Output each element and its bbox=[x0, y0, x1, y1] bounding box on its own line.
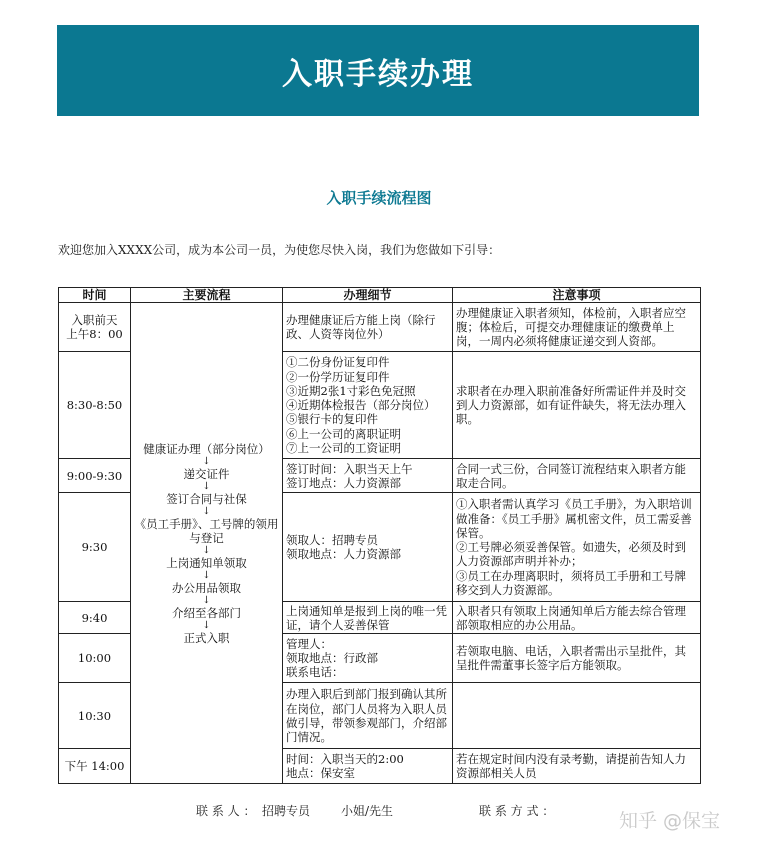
page-title: 入职手续办理 bbox=[282, 56, 474, 92]
down-arrow-icon: ↓ bbox=[202, 569, 211, 581]
detail-text: 时间：入职当天的2:00 bbox=[286, 752, 404, 766]
process-step: 介绍至各部门 bbox=[172, 605, 241, 620]
table-row bbox=[59, 303, 701, 352]
down-arrow-icon: ↓ bbox=[202, 505, 211, 517]
time-cell bbox=[59, 683, 131, 749]
watermark: 知乎 @保宝 bbox=[619, 810, 721, 832]
time-cell bbox=[59, 352, 131, 459]
contact-value: 招聘专员 bbox=[262, 804, 311, 818]
time-cell bbox=[59, 602, 131, 634]
detail-text: ③近期2张1寸彩色免冠照 bbox=[286, 383, 416, 398]
time-text: 上午8：00 bbox=[66, 327, 123, 342]
title-banner bbox=[57, 25, 699, 116]
process-step: 递交证件 bbox=[183, 466, 230, 481]
detail-cell bbox=[283, 352, 453, 459]
detail-cell bbox=[283, 749, 453, 784]
header-time: 时间 bbox=[59, 288, 131, 303]
notes-text: 若领取电脑、电话，入职者需出示呈批件，其呈批件需董事长签字后方能领取。 bbox=[456, 644, 686, 673]
time-text: 10:00 bbox=[77, 651, 112, 666]
notes-text: 入职者只有领取上岗通知单后方能去综合管理部领取相应的办公用品。 bbox=[456, 603, 686, 632]
detail-text: 领取地点：行政部 bbox=[286, 651, 378, 666]
intro-text: 欢迎您加入XXXX公司，成为本公司一员，为使您尽快入岗，我们为您做如下引导： bbox=[58, 243, 501, 257]
process-step: 上岗通知单领取 bbox=[166, 555, 247, 570]
process-step: 正式入职 bbox=[183, 630, 230, 645]
notes-text: 若在规定时间内没有录考勤，请提前告知人力资源部相关人员 bbox=[456, 752, 686, 781]
time-text: 9:40 bbox=[81, 610, 108, 625]
flowchart-title: 入职手续流程图 bbox=[326, 189, 432, 207]
detail-text: ④近期体检报告（部分岗位） bbox=[286, 398, 436, 413]
time-text: 9:30 bbox=[81, 540, 108, 555]
time-cell bbox=[59, 303, 131, 352]
header-detail: 办理细节 bbox=[283, 288, 453, 303]
notes-text: ③员工在办理离职时，须将员工手册和工号牌移交到人力资源部。 bbox=[456, 568, 686, 597]
notes-cell bbox=[453, 683, 701, 749]
contact-name: 小姐/先生 bbox=[341, 804, 394, 818]
onboarding-table bbox=[58, 287, 701, 784]
detail-cell bbox=[283, 303, 453, 352]
detail-text: ①二份身份证复印件 bbox=[286, 355, 390, 370]
detail-cell bbox=[283, 634, 453, 683]
detail-text: 签订时间：入职当天上午 bbox=[286, 461, 413, 476]
detail-text: ②一份学历证复印件 bbox=[286, 369, 390, 384]
detail-text: 联系电话： bbox=[286, 665, 344, 680]
notes-cell bbox=[453, 634, 701, 683]
process-step: 健康证办理（部分岗位） bbox=[143, 441, 270, 456]
main-process-flow bbox=[131, 303, 283, 784]
time-text: 入职前天 bbox=[71, 313, 118, 327]
detail-text: 地点：保安室 bbox=[286, 766, 355, 781]
detail-cell bbox=[283, 459, 453, 493]
notes-text: ②工号牌必须妥善保管。如遗失，必须及时到人力资源部声明并补办； bbox=[456, 540, 686, 569]
time-text: 下午 14:00 bbox=[64, 759, 125, 774]
notes-text: ①入职者需认真学习《员工手册》，为入职培训做准备：《员工手册》属机密文件，员工需妥善保管。 bbox=[456, 497, 692, 540]
time-text: 10:30 bbox=[77, 708, 112, 723]
detail-text: 领取地点：人力资源部 bbox=[286, 547, 401, 562]
time-text: 8:30-8:50 bbox=[66, 398, 123, 413]
down-arrow-icon: ↓ bbox=[202, 544, 211, 556]
detail-text: 管理人： bbox=[286, 636, 332, 651]
detail-text: 领取人：招聘专员 bbox=[286, 533, 378, 547]
detail-text: 办理入职后到部门报到确认其所在岗位，部门人员将为入职人员做引导，带领参观部门，介绍部门情况。 bbox=[286, 687, 447, 744]
time-cell bbox=[59, 749, 131, 784]
detail-text: ⑦上一公司的工资证明 bbox=[286, 440, 401, 455]
notes-cell bbox=[453, 352, 701, 459]
detail-text: 办理健康证后方能上岗（除行政、人资等岗位外） bbox=[286, 313, 436, 342]
time-cell bbox=[59, 493, 131, 602]
process-step: 办公用品领取 bbox=[172, 580, 241, 595]
process-step: 《员工手册》、工号牌的领用与登记 bbox=[134, 516, 279, 545]
detail-text: ⑤银行卡的复印件 bbox=[286, 412, 378, 427]
notes-cell bbox=[453, 493, 701, 602]
notes-text: 办理健康证入职者须知，体检前，入职者应空腹；体检后，可提交办理健康证的缴费单上岗，一周内必须将健康证递交到人资部。 bbox=[456, 305, 686, 349]
detail-text: 签订地点：人力资源部 bbox=[286, 475, 401, 490]
detail-cell bbox=[283, 493, 453, 602]
time-text: 9:00-9:30 bbox=[66, 468, 123, 483]
down-arrow-icon: ↓ bbox=[202, 619, 211, 631]
down-arrow-icon: ↓ bbox=[202, 455, 211, 467]
notes-text: 求职者在办理入职前准备好所需证件并及时交到人力资源部，如有证件缺失，将无法办理入职。 bbox=[456, 383, 686, 427]
notes-cell bbox=[453, 459, 701, 493]
notes-cell bbox=[453, 602, 701, 634]
process-step: 签订合同与社保 bbox=[166, 491, 247, 506]
contact-method-label: 联 系 方 式 ： bbox=[479, 804, 555, 818]
header-process: 主要流程 bbox=[131, 288, 283, 303]
detail-text: 上岗通知单是报到上岗的唯一凭证，请个人妥善保管 bbox=[286, 603, 447, 632]
time-cell bbox=[59, 634, 131, 683]
table-header-row bbox=[59, 288, 701, 303]
detail-cell bbox=[283, 683, 453, 749]
notes-cell bbox=[453, 303, 701, 352]
detail-text: ⑥上一公司的离职证明 bbox=[286, 426, 401, 441]
header-notes: 注意事项 bbox=[453, 288, 701, 303]
detail-cell bbox=[283, 602, 453, 634]
contact-label: 联 系 人 ： bbox=[196, 804, 256, 818]
down-arrow-icon: ↓ bbox=[202, 594, 211, 606]
time-cell bbox=[59, 459, 131, 493]
notes-cell bbox=[453, 749, 701, 784]
notes-text: 合同一式三份，合同签订流程结束入职者方能取走合同。 bbox=[456, 461, 686, 490]
down-arrow-icon: ↓ bbox=[202, 480, 211, 492]
